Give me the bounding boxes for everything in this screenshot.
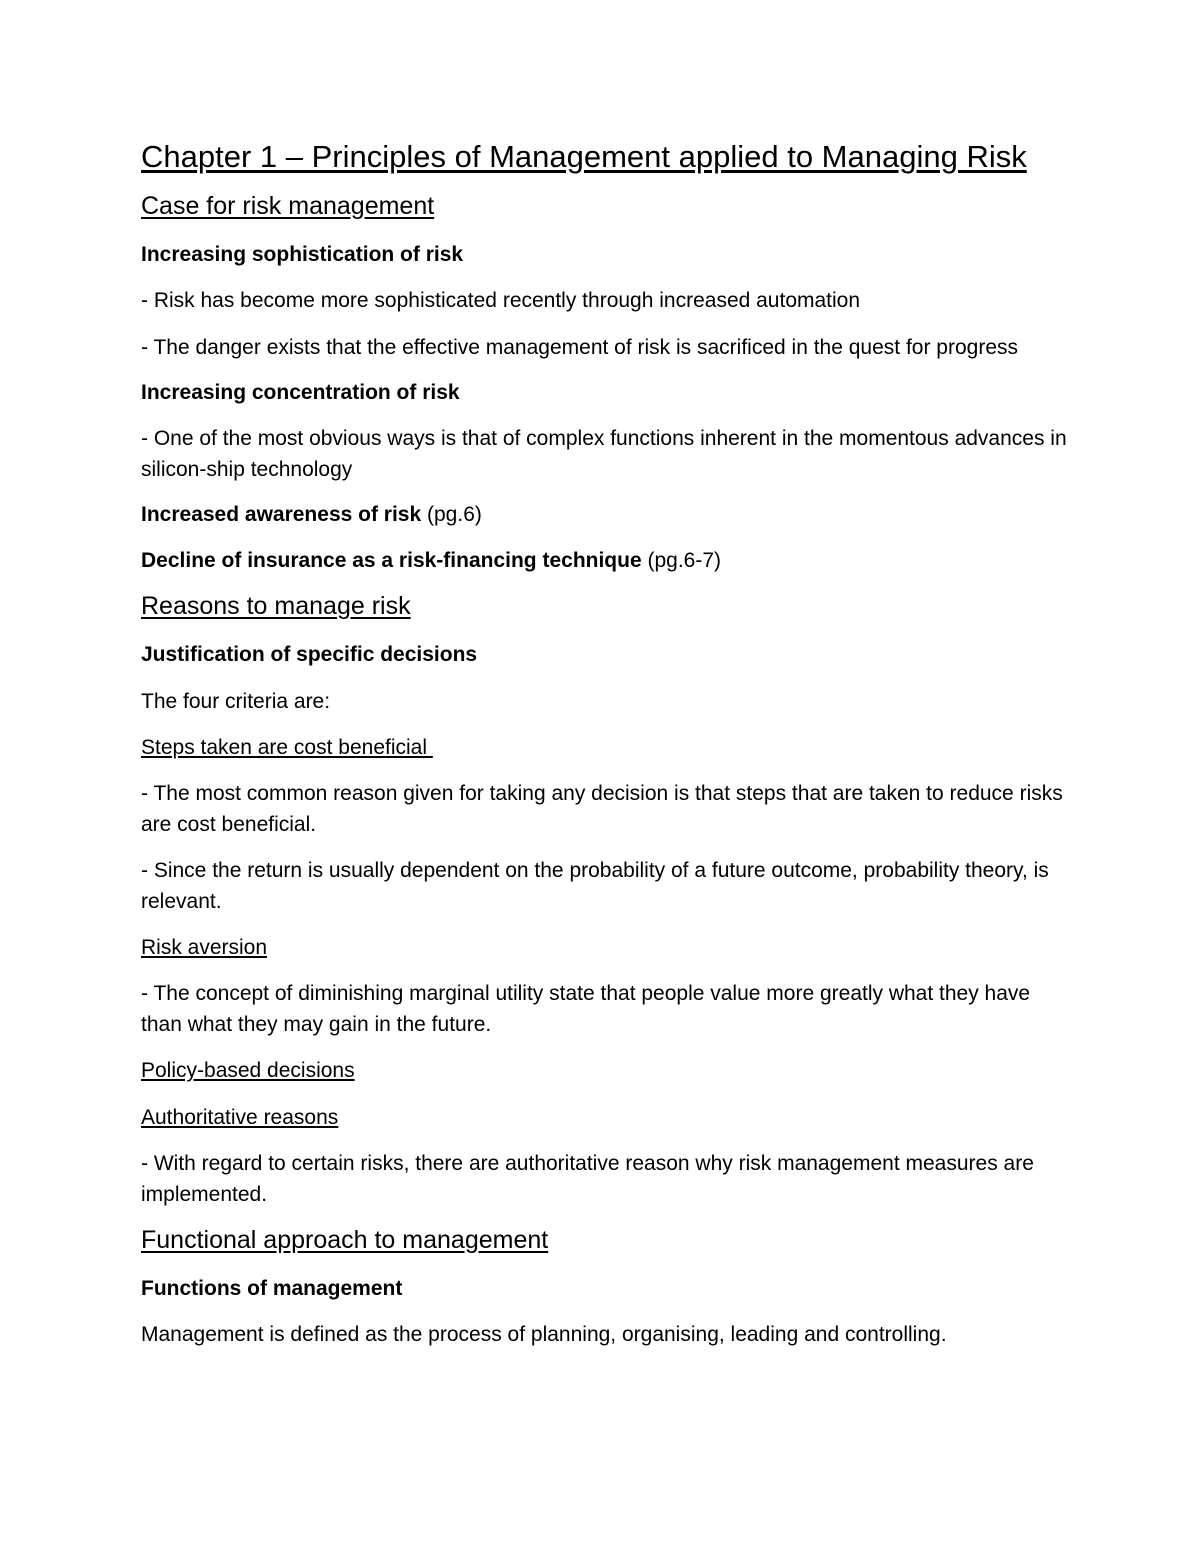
section-heading-case-for-risk-management: Case for risk management [141,191,435,220]
criterion-label-risk-aversion [141,932,1071,963]
subheading-justification: Justification of specific decisions [141,643,478,667]
chapter-title: Chapter 1 – Principles of Management applied to Managing Risk [141,139,1027,174]
paragraph: - Risk has become more sophisticated recently through increased automation [141,289,861,313]
criterion-label-authoritative [141,1102,1071,1133]
paragraph: Management is defined as the process of planning, organising, leading and controlling. [141,1323,947,1347]
criterion-label-cost-beneficial [141,732,1071,763]
subheading-increasing-concentration: Increasing concentration of risk [141,380,460,404]
page-reference: (pg.6-7) [641,548,722,572]
subheading-functions-of-management: Functions of management [141,1277,403,1301]
subheading-decline-of-insurance [141,546,1071,576]
paragraph: - The concept of diminishing marginal utility state that people value more greatly what they have than what they may gain in the future. [141,982,1031,1037]
section-heading-functional-approach: Functional approach to management [141,1225,549,1254]
subheading-increasing-sophistication: Increasing sophistication of risk [141,243,464,266]
criterion-label-text: Authoritative reasons [141,1105,339,1129]
paragraph: The four criteria are: [141,689,331,713]
page-reference: (pg.6) [421,503,482,527]
criterion-label-text: Steps taken are cost beneficial [141,735,433,759]
criterion-label-text: Policy-based decisions [141,1059,355,1083]
subheading-increased-awareness [141,500,1071,530]
document-page [141,138,1071,1366]
paragraph: - With regard to certain risks, there are authoritative reason why risk management measures are implemented. [141,1151,1034,1206]
criterion-label-text: Risk aversion [141,936,268,960]
section-heading-reasons-to-manage-risk: Reasons to manage risk [141,592,411,621]
paragraph: - One of the most obvious ways is that of complex functions inherent in the momentous advances in silicon-ship technology [141,427,1067,482]
criterion-label-policy-based [141,1055,1071,1086]
subheading-text: Decline of insurance as a risk-financing technique [141,548,642,572]
paragraph: - Since the return is usually dependent on the probability of a future outcome, probability theory, is relevant. [141,859,1049,914]
paragraph: - The danger exists that the effective management of risk is sacrificed in the quest for progress [141,335,1018,359]
subheading-text: Increased awareness of risk [141,503,422,527]
paragraph: - The most common reason given for taking any decision is that steps that are taken to reduce risks are cost beneficial. [141,781,1063,836]
